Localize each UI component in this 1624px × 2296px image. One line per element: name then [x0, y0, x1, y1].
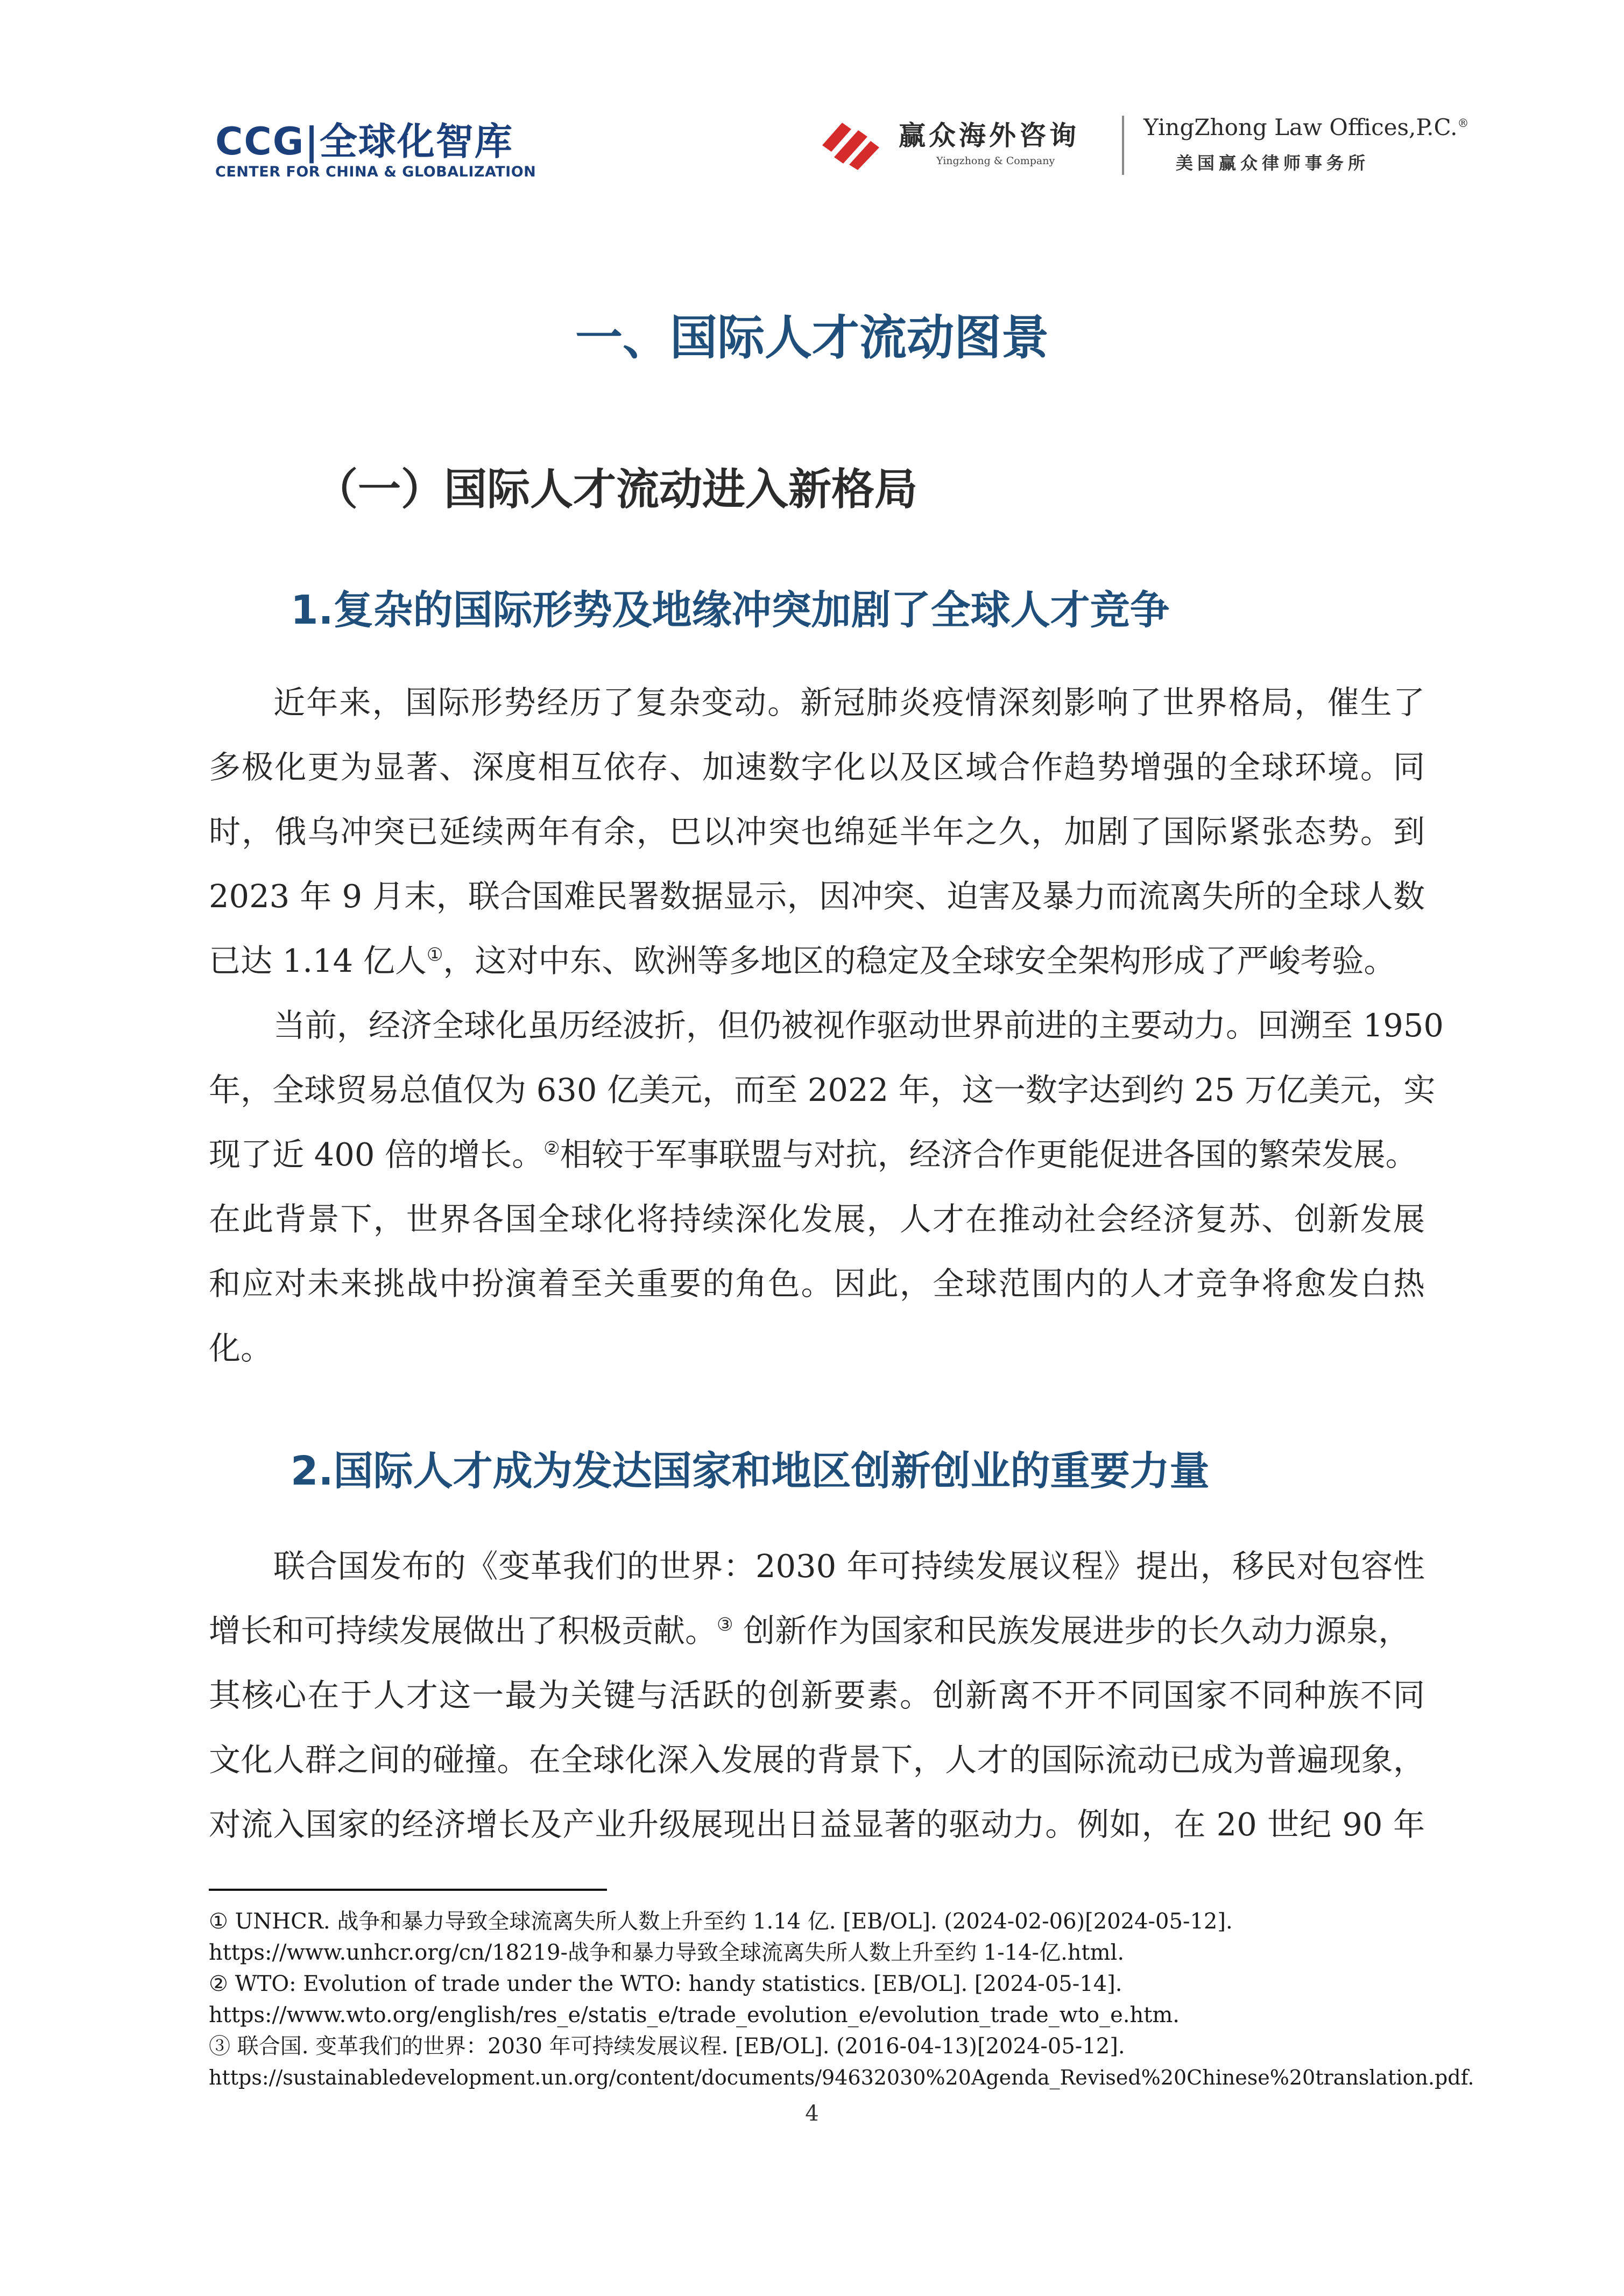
section-2-heading: 2.国际人才成为发达国家和地区创新创业的重要力量	[291, 1448, 1210, 1494]
footnote-separator	[209, 1889, 607, 1891]
paragraph-line: 现了近 400 倍的增长。②相较于军事联盟与对抗，经济合作更能促进各国的繁荣发展。	[209, 1136, 1417, 1173]
paragraph-line: 当前，经济全球化虽历经波折，但仍被视作驱动世界前进的主要动力。回溯至 1950	[273, 1007, 1444, 1044]
paragraph-line: 增长和可持续发展做出了积极贡献。③ 创新作为国家和民族发展进步的长久动力源泉，	[209, 1612, 1410, 1649]
page-title: 一、国际人才流动图景	[575, 310, 1049, 365]
footnote-line: ① UNHCR. 战争和暴力导致全球流离失所人数上升至约 1.14 亿. [EB/OL]. (2024-02-06)[2024-05-12].	[209, 1909, 1233, 1934]
yingzhong-company-name-cn: 赢众海外咨询	[899, 119, 1079, 151]
paragraph-line: 化。	[209, 1330, 273, 1367]
paragraph-line: 年，全球贸易总值仅为 630 亿美元，而至 2022 年，这一数字达到约 25 万亿美元，实	[209, 1071, 1436, 1108]
footnote-ref: ②	[543, 1138, 560, 1160]
paragraph-line: 2023 年 9 月末，联合国难民署数据显示，因冲突、迫害及暴力而流离失所的全球人数	[209, 878, 1425, 915]
ccg-logo-subtitle: CENTER FOR CHINA & GLOBALIZATION	[215, 164, 536, 180]
paragraph-line: 在此背景下，世界各国全球化将持续深化发展，人才在推动社会经济复苏、创新发展	[209, 1200, 1425, 1238]
paragraph-line: 对流入国家的经济增长及产业升级展现出日益显著的驱动力。例如，在 20 世纪 90 年	[209, 1806, 1425, 1843]
paragraph-line: 时，俄乌冲突已延续两年有余，巴以冲突也绵延半年之久，加剧了国际紧张态势。到	[209, 813, 1425, 850]
header-divider	[1122, 116, 1124, 175]
footnote-line: ③ 联合国. 变革我们的世界：2030 年可持续发展议程. [EB/OL]. (2016-04-13)[2024-05-12].	[209, 2034, 1125, 2059]
paragraph-line: 已达 1.14 亿人①，这对中东、欧洲等多地区的稳定及全球安全架构形成了严峻考验。	[209, 942, 1396, 979]
footnote-ref: ①	[426, 944, 443, 966]
footnote-url: https://sustainabledevelopment.un.org/content/documents/94632030%20Agenda_Revised%20Chinese%20translation.pdf.	[209, 2066, 1474, 2089]
footnote-ref: ③	[717, 1614, 733, 1636]
paragraph-line: 联合国发布的《变革我们的世界：2030 年可持续发展议程》提出，移民对包容性	[273, 1548, 1425, 1585]
ccg-logo-text: CCG|全球化智库	[215, 119, 513, 164]
paragraph-line: 和应对未来挑战中扮演着至关重要的角色。因此，全球范围内的人才竞争将愈发白热	[209, 1265, 1425, 1302]
section-1-heading: 1.复杂的国际形势及地缘冲突加剧了全球人才竞争	[291, 587, 1170, 633]
law-office-name-en: YingZhong Law Offices,P.C.®	[1143, 114, 1469, 140]
section-subtitle: （一）国际人才流动进入新格局	[315, 464, 917, 514]
footnote-url: https://www.unhcr.org/cn/18219-战争和暴力导致全球流离失所人数上升至约 1-14-亿.html.	[209, 1940, 1125, 1965]
page-number: 4	[805, 2101, 819, 2126]
footnote-line: ② WTO: Evolution of trade under the WTO: handy statistics. [EB/OL]. [2024-05-14].	[209, 1972, 1122, 1996]
yingzhong-company-name-en: Yingzhong & Company	[936, 155, 1055, 167]
law-office-name-cn: 美国赢众律师事务所	[1176, 153, 1370, 173]
paragraph-line: 多极化更为显著、深度相互依存、加速数字化以及区域合作趋势增强的全球环境。同	[209, 748, 1425, 786]
paragraph-line: 文化人群之间的碰撞。在全球化深入发展的背景下，人才的国际流动已成为普遍现象，	[209, 1741, 1425, 1778]
footnote-url: https://www.wto.org/english/res_e/statis_e/trade_evolution_e/evolution_trade_wto_e.htm.	[209, 2003, 1180, 2027]
yingzhong-logo-icon	[818, 113, 882, 172]
paragraph-line: 近年来，国际形势经历了复杂变动。新冠肺炎疫情深刻影响了世界格局，催生了	[273, 684, 1425, 721]
ccg-logo	[215, 119, 536, 180]
paragraph-line: 其核心在于人才这一最为关键与活跃的创新要素。创新离不开不同国家不同种族不同	[209, 1677, 1425, 1714]
